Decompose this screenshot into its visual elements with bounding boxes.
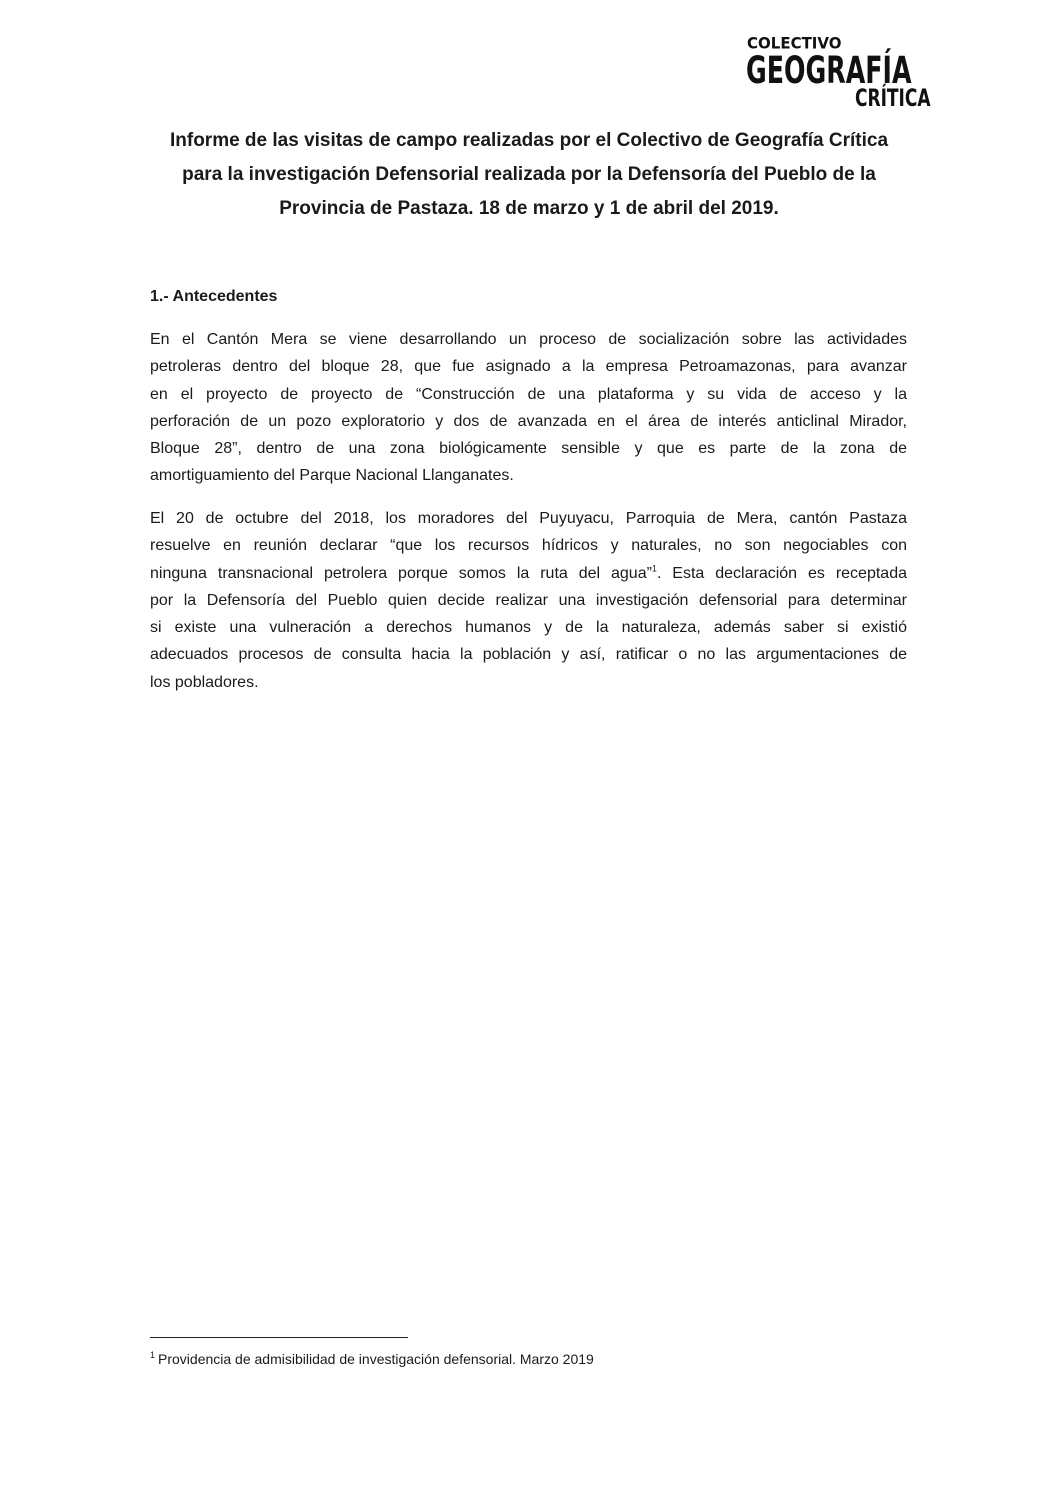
paragraph-line-tail: . Esta declaración es receptada [656, 564, 907, 582]
footnote-separator [150, 1337, 408, 1338]
paragraph-line: Bloque 28”, dentro de una zona biológicamente sensible y que es parte de la zona de [150, 440, 907, 458]
paragraph-line: en el proyecto de proyecto de “Construcción de una plataforma y su vida de acceso y la [150, 385, 907, 403]
section-heading-antecedentes: 1.- Antecedentes [150, 288, 278, 305]
footnote-text: Providencia de admisibilidad de investigación defensorial. Marzo 2019 [158, 1351, 594, 1367]
document-title [140, 124, 918, 226]
paragraph-line: por la Defensoría del Pueblo quien decide realizar una investigación defensorial para determinar [150, 591, 907, 609]
paragraph-antecedentes-2 [150, 505, 907, 696]
title-line-1: Informe de las visitas de campo realizadas por el Colectivo de Geografía Crítica [169, 130, 889, 151]
paragraph-line: si existe una vulneración a derechos humanos y de la naturaleza, además saber si existió [150, 619, 907, 637]
paragraph-line: En el Cantón Mera se viene desarrollando un proceso de socialización sobre las actividades [150, 331, 907, 348]
paragraph-line: El 20 de octubre del 2018, los moradores del Puyuyacu, Parroquia de Mera, cantón Pastaza [150, 510, 907, 527]
logo-line-colectivo: COLECTIVO [747, 33, 842, 53]
paragraph-line: amortiguamiento del Parque Nacional Llanganates. [150, 467, 514, 485]
footnote-number: 1 [150, 1350, 156, 1361]
paragraph-line: los pobladores. [150, 673, 259, 691]
title-line-3: Provincia de Pastaza. 18 de marzo y 1 de abril del 2019. [279, 198, 779, 219]
paragraph-line: perforación de un pozo exploratorio y dos de avanzada en el área de interés anticlinal Mirador, [150, 412, 907, 430]
title-line-2: para la investigación Defensorial realizada por la Defensoría del Pueblo de la [182, 164, 876, 185]
paragraph-line-text: ninguna transnacional petrolera porque somos la ruta del agua” [150, 564, 652, 582]
logo-line-critica: CRÍTICA [855, 84, 931, 113]
colectivo-geografia-critica-logo [746, 33, 931, 116]
paragraph-antecedentes-1 [150, 326, 907, 490]
footnote [150, 1351, 594, 1367]
logo-line-geografia: GEOGRAFÍA [746, 47, 912, 93]
footnote-reference[interactable]: 1 [651, 563, 657, 574]
paragraph-line: adecuados procesos de consulta hacia la población y así, ratificar o no las argumentaciones de [150, 646, 907, 664]
paragraph-line-with-footnote [150, 560, 907, 587]
paragraph-line: petroleras dentro del bloque 28, que fue asignado a la empresa Petroamazonas, para avanzar [150, 358, 907, 376]
paragraph-line: resuelve en reunión declarar “que los recursos hídricos y naturales, no son negociables con [150, 537, 907, 555]
